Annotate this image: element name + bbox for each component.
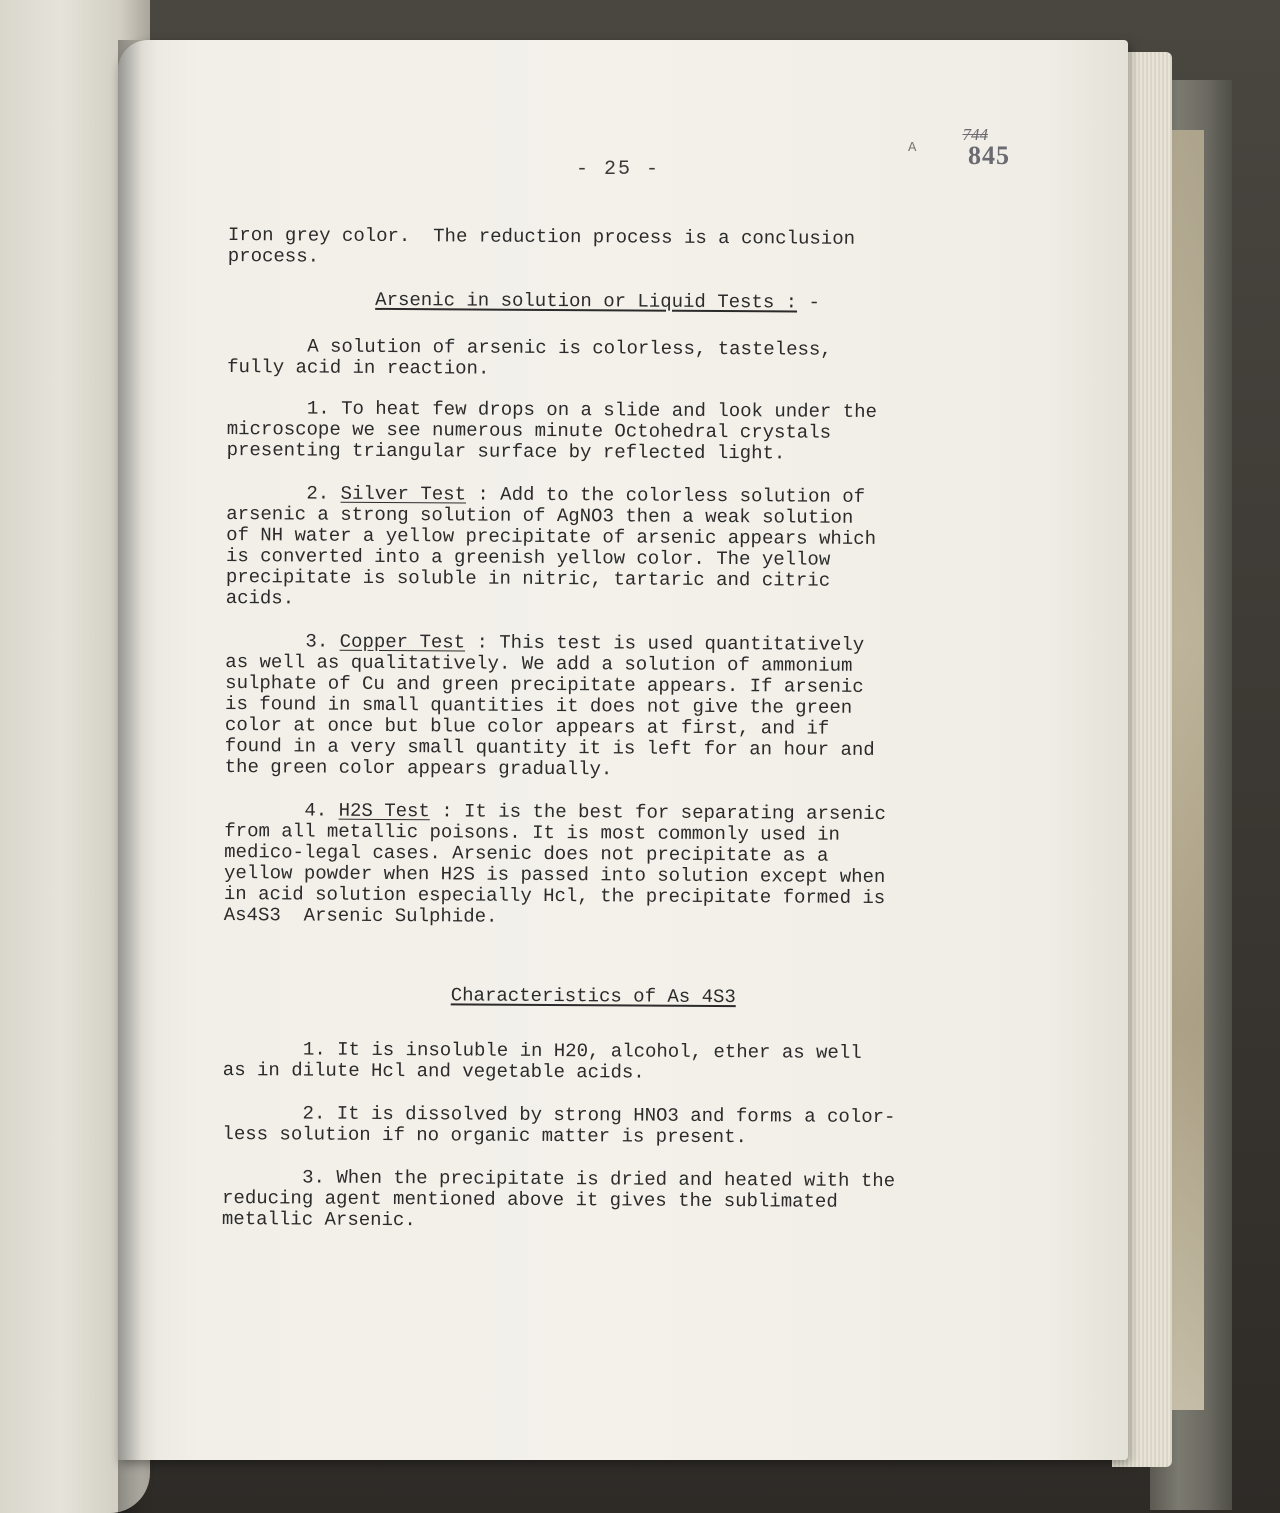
item-number: 2.	[302, 1102, 326, 1125]
section-heading-characteristics	[223, 984, 963, 1010]
item-text: : Add to the colorless solution of arsenic a strong solution of AgNO3 then a weak solution of NH water a yellow precipitate of arsenic appears which is converted into a greenish yellow color. The yellow precipitate is soluble in nitric, tartaric and citric acids.	[225, 483, 877, 610]
typed-body-text	[222, 225, 968, 1257]
item-text: : This test is used quantitatively as well as qualitatively. We add a solution of ammonium sulphate of Cu and green precipitate appears. If arsenic is found in small quantities it does not give the green color at once but blue color appears at first, and if found in a very small quantity it is left for an hour and the green color appears gradually.	[224, 631, 875, 781]
test-item-copper	[225, 631, 966, 783]
item-label: Silver Test	[340, 482, 467, 506]
item-text: When the precipitate is dried and heated with the reducing agent mentioned above it gives the sublimated metallic Arsenic.	[221, 1166, 896, 1232]
item-text: : It is the best for separating arsenic from all metallic poisons. It is most commonly used in medico-legal cases. Arsenic does not precipitate as a yellow powder when H2S is passed into solution except when in acid solution especially Hcl, the precipitate formed is As4S3 Arsenic Sulphide.	[223, 800, 886, 928]
item-number: 1.	[306, 397, 330, 420]
characteristic-item-1	[223, 1039, 963, 1086]
page-number: - 25 -	[575, 158, 660, 181]
item-text: It is dissolved by strong HNO3 and forms a color- less solution if no organic matter is present.	[222, 1102, 896, 1149]
book-gutter-shadow	[118, 40, 158, 1513]
folio-old-number: 744	[962, 125, 988, 144]
item-label: Copper Test	[339, 630, 466, 654]
characteristic-item-2	[222, 1103, 962, 1150]
item-number: 4.	[304, 799, 328, 822]
section-heading-liquid-tests	[227, 289, 967, 315]
item-number: 1.	[302, 1038, 326, 1061]
item-number: 3.	[302, 1166, 326, 1189]
section-lead-text: A solution of arsenic is colorless, tasteless, fully acid in reaction.	[227, 335, 832, 380]
section-heading-suffix: -	[797, 291, 820, 314]
section-heading-text: Characteristics of As 4S3	[450, 984, 736, 1009]
item-text: To heat few drops on a slide and look under the microscope we see numerous minute Octohedral crystals presenting triangular surface by reflected light.	[226, 397, 878, 465]
folio-number	[963, 125, 1011, 171]
item-number: 3.	[305, 630, 329, 653]
section-heading-text: Arsenic in solution or Liquid Tests :	[375, 288, 798, 314]
test-item-h2s	[224, 800, 965, 931]
characteristic-item-3	[222, 1167, 962, 1235]
test-item-1	[227, 398, 967, 466]
test-item-silver	[226, 483, 967, 614]
section-lead-paragraph	[227, 336, 967, 383]
item-label: H2S Test	[338, 799, 430, 823]
folio-new-number: 845	[968, 141, 1010, 170]
intro-paragraph: Iron grey color. The reduction process is a conclusion process.	[227, 224, 856, 268]
item-number: 2.	[306, 482, 330, 505]
folio-mark: A	[908, 140, 917, 156]
item-text: It is insoluble in H20, alcohol, ether as well as in dilute Hcl and vegetable acids.	[222, 1038, 862, 1084]
document-page	[118, 40, 1128, 1460]
